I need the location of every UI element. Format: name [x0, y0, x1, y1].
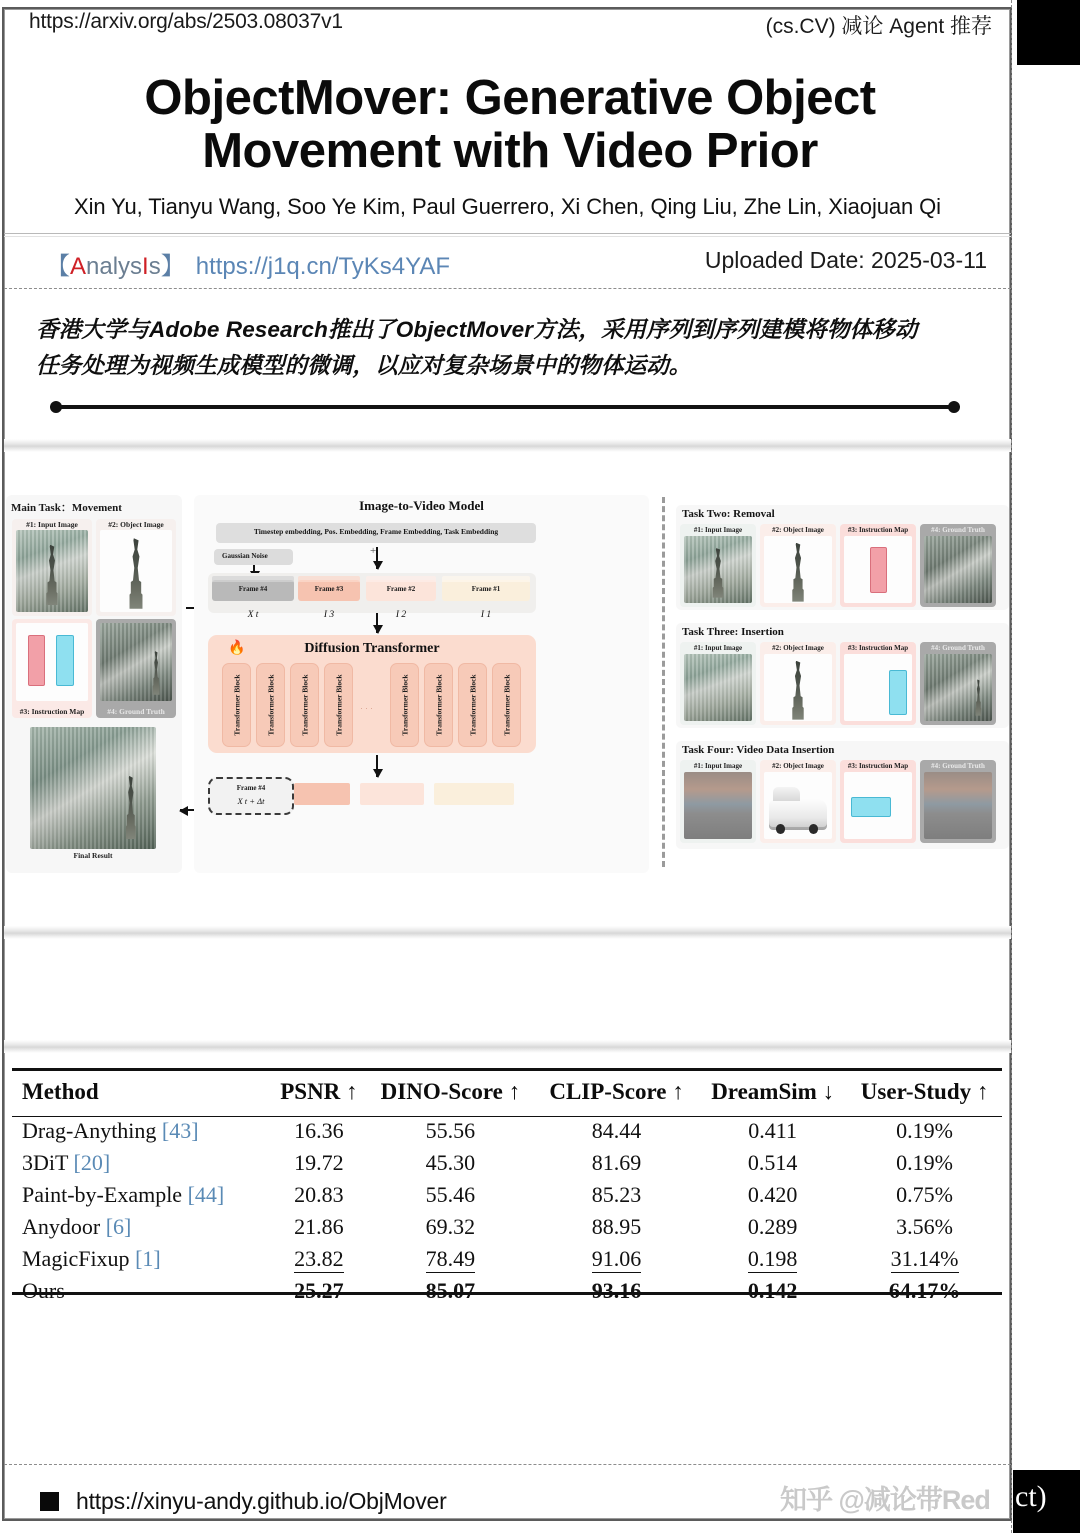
summary-line-1: 香港大学与Adobe Research推出了ObjectMover方法，采用序列到序列建模将物体移动 — [36, 317, 918, 342]
gaussian-noise-label: Gaussian Noise — [222, 552, 268, 560]
task-three-object-image — [760, 642, 836, 725]
transformer-block-label: Transformer Block — [468, 674, 477, 736]
statue-silhouette-icon — [709, 548, 727, 598]
analysis-label-mid: nalys — [86, 253, 143, 280]
row-method — [12, 1243, 272, 1275]
cell-dino: 85.07 — [425, 1278, 476, 1303]
overlay-text: ct) — [1015, 1480, 1047, 1513]
thumb-input-scene — [16, 530, 88, 612]
transformer-block — [324, 663, 353, 747]
cell-psnr: 16.36 — [294, 1118, 344, 1143]
task-two-cell-label: #3: Instruction Map — [847, 526, 909, 534]
final-result-label: Final Result — [73, 851, 113, 860]
task-three-instruction-thumb — [844, 654, 912, 721]
cell-ground-truth — [96, 619, 176, 718]
statue-final-icon — [123, 776, 139, 839]
task-four-instruction-map — [840, 760, 916, 843]
task-two-input-image — [680, 524, 756, 607]
dit-title: Diffusion Transformer — [304, 641, 440, 656]
plus-sign: + — [370, 545, 377, 557]
frame-token-4 — [212, 580, 294, 620]
right-dashed-guide — [1011, 0, 1012, 1533]
gaussian-noise-chip — [214, 549, 293, 565]
cell-input-image — [12, 519, 92, 616]
transformer-block-label: Transformer Block — [434, 674, 443, 736]
cell-dino: 55.46 — [425, 1182, 476, 1207]
rule-bar — [56, 405, 954, 409]
statue-silhouette-icon — [43, 545, 62, 606]
table-row-ours — [12, 1275, 1002, 1307]
project-url-link[interactable]: https://xinyu-andy.github.io/ObjMover — [76, 1488, 447, 1514]
transformer-block-label: Transformer Block — [400, 674, 409, 736]
cell-instruction-map — [12, 619, 92, 718]
table-row — [12, 1115, 1002, 1147]
cell-clip: 85.23 — [591, 1182, 642, 1207]
task-three-cell-label: #2: Object Image — [772, 644, 824, 652]
cell-userstudy: 0.19% — [896, 1150, 953, 1175]
task-two-header: Task Two: Removal — [682, 508, 775, 520]
cell-dreamsim: 0.198 — [747, 1246, 798, 1271]
embedding-bar — [216, 523, 536, 543]
cell-psnr: 23.82 — [294, 1246, 344, 1271]
transformer-block-label: Transformer Block — [502, 674, 511, 736]
statue-cutout-icon — [125, 538, 147, 609]
task-two-block — [676, 505, 1009, 610]
frame-token-4-name: Frame #4 — [238, 585, 268, 593]
task-four-ground-truth — [920, 760, 996, 843]
task-four-object-thumb — [764, 772, 832, 839]
cell-dreamsim: 0.142 — [747, 1278, 798, 1303]
cell-userstudy: 0.19% — [896, 1118, 953, 1143]
cell-ground-truth-label: #4: Ground Truth — [107, 707, 165, 716]
instruction-target-box-cyan — [56, 635, 74, 685]
task-two-instruction-map — [840, 524, 916, 607]
cell-dreamsim: 0.514 — [747, 1150, 798, 1175]
analysis-link[interactable] — [46, 246, 450, 281]
task-three-ground-truth — [920, 642, 996, 725]
method-citation[interactable]: [44] — [187, 1182, 225, 1207]
transformer-block-label: Transformer Block — [334, 674, 343, 736]
author-list: Xin Yu, Tianyu Wang, Soo Ye Kim, Paul Guerrero, Xi Chen, Qing Liu, Zhe Lin, Xiaojuan Qi — [74, 194, 941, 219]
transformer-block — [492, 663, 521, 747]
cell-dino: 78.49 — [425, 1246, 476, 1271]
task-two-object-image — [760, 524, 836, 607]
cell-clip: 84.44 — [591, 1118, 642, 1143]
cell-dino: 45.30 — [425, 1150, 476, 1175]
task-four-cell-label: #2: Object Image — [772, 762, 824, 770]
cell-clip: 81.69 — [591, 1150, 642, 1175]
transformer-block — [256, 663, 285, 747]
output-token-3 — [294, 783, 350, 805]
transformer-block-label: Transformer Block — [300, 674, 309, 736]
task-four-cell-label: #1: Input Image — [693, 762, 743, 770]
divider-authors — [4, 233, 1011, 234]
task-two-object-thumb — [764, 536, 832, 603]
table-row — [12, 1243, 1002, 1275]
task-four-cell-label: #3: Instruction Map — [847, 762, 909, 770]
row-method — [12, 1275, 272, 1307]
method-figure — [4, 485, 1011, 885]
rule-dot-right — [948, 401, 960, 413]
col-header-method: Method — [22, 1079, 99, 1104]
divider-authors-2 — [4, 236, 1011, 237]
cell-input-image-label: #1: Input Image — [26, 520, 78, 529]
frame-token-1-name: Frame #1 — [471, 585, 501, 593]
cell-object-image-label: #2: Object Image — [108, 520, 164, 529]
arrow-tokens-to-dit — [376, 613, 378, 633]
method-name: Anydoor — [22, 1214, 101, 1239]
cell-dreamsim: 0.420 — [747, 1182, 798, 1207]
row-method — [12, 1115, 272, 1147]
statue-moved-icon — [974, 679, 984, 715]
col-header-dino: DINO-Score ↑ — [380, 1079, 521, 1104]
transformer-block-label: Transformer Block — [266, 674, 275, 736]
figure-main-task-panel — [6, 495, 182, 873]
main-task-thumbnail-grid — [12, 519, 176, 718]
task-two-cell-label: #4: Ground Truth — [931, 526, 985, 534]
bracket-open: 【 — [46, 253, 70, 280]
cell-dreamsim: 0.411 — [748, 1118, 797, 1143]
instruction-box-pink — [870, 547, 887, 593]
scan-band-2 — [4, 926, 1011, 939]
instruction-box-cyan — [889, 670, 907, 715]
transformer-block — [458, 663, 487, 747]
truck-wheel-icon — [776, 824, 785, 833]
task-two-cell-label: #1: Input Image — [693, 526, 743, 534]
cell-dino: 55.56 — [425, 1118, 476, 1143]
task-four-gt-thumb — [924, 772, 992, 839]
bullet-square-icon — [40, 1492, 59, 1511]
task-four-input-thumb — [684, 772, 752, 839]
col-header-userstudy: User-Study ↑ — [860, 1079, 989, 1104]
statue-moved-icon — [150, 651, 162, 695]
frame-token-3 — [298, 580, 360, 620]
transformer-block — [290, 663, 319, 747]
thumb-object-cutout — [100, 530, 172, 612]
i2v-header: Image-to-Video Model — [359, 498, 484, 513]
cell-psnr: 21.86 — [294, 1214, 344, 1239]
arrow-dit-to-output — [376, 755, 378, 777]
cell-dreamsim: 0.289 — [747, 1214, 798, 1239]
cell-psnr: 20.83 — [294, 1182, 344, 1207]
task-two-ground-truth — [920, 524, 996, 607]
task-four-instruction-thumb — [844, 772, 912, 839]
table-row — [12, 1179, 1002, 1211]
task-three-object-thumb — [764, 654, 832, 721]
divider-dashed-footer — [4, 1464, 1011, 1465]
frame-token-2-math: I 2 — [395, 610, 407, 620]
output-frame-name: Frame #4 — [236, 784, 266, 792]
page-title: ObjectMover: Generative Object Movement with Video Prior — [144, 71, 876, 178]
cell-clip: 88.95 — [591, 1214, 642, 1239]
method-name: Ours — [22, 1278, 65, 1303]
task-three-input-image — [680, 642, 756, 725]
frame-token-2-name: Frame #2 — [386, 585, 416, 593]
frame-token-4-math: X t — [247, 610, 259, 620]
frame-token-3-name: Frame #3 — [314, 585, 344, 593]
method-citation[interactable]: [1] — [135, 1246, 161, 1271]
flame-icon: 🔥 — [228, 639, 246, 655]
decorative-rule — [50, 400, 960, 414]
results-table-grid — [12, 1071, 1002, 1307]
frame-token-1-math: I 1 — [480, 610, 492, 620]
uploaded-date: Uploaded Date: 2025-03-11 — [704, 247, 987, 273]
method-name: Drag-Anything — [22, 1118, 157, 1143]
output-frame-box — [208, 777, 294, 815]
figure-tasks-panel — [676, 495, 1009, 873]
frame-token-tray — [208, 573, 536, 620]
watermark-text: 知乎 @减论带Red — [780, 1485, 990, 1515]
final-result-block — [30, 727, 156, 867]
instruction-source-box-pink — [28, 635, 46, 685]
statue-cutout-icon — [788, 543, 807, 602]
bottom-right-black-block — [1013, 1470, 1080, 1533]
table-header-row — [12, 1071, 1002, 1115]
analysis-label-a: A — [70, 253, 87, 280]
cell-object-image — [96, 519, 176, 616]
figure-i2v-panel — [194, 495, 649, 873]
task-three-gt-thumb — [924, 654, 992, 721]
task-four-block — [676, 741, 1009, 849]
task-two-gt-thumb — [924, 536, 992, 603]
cell-userstudy: 64.17% — [888, 1278, 961, 1303]
method-name: Paint-by-Example — [22, 1182, 183, 1207]
main-task-header: Main Task：Movement — [11, 502, 122, 514]
cell-userstudy: 0.75% — [896, 1182, 953, 1207]
analysis-label-i: I — [142, 253, 149, 280]
task-three-instruction-map — [840, 642, 916, 725]
task-four-input-image — [680, 760, 756, 843]
analysis-label-end: s — [148, 253, 161, 280]
cell-clip: 93.16 — [591, 1278, 642, 1303]
bracket-close: 】 — [160, 253, 185, 280]
col-header-clip: CLIP-Score ↑ — [549, 1079, 684, 1104]
output-frame-math: X t + Δt — [237, 796, 265, 806]
analysis-short-url[interactable]: https://j1q.cn/TyKs4YAF — [195, 253, 451, 280]
top-right-black-block — [1017, 0, 1080, 65]
task-three-input-thumb — [684, 654, 752, 721]
divider-dashed-top — [4, 288, 1011, 289]
transformer-block-label: Transformer Block — [232, 674, 241, 736]
task-three-cell-label: #4: Ground Truth — [931, 644, 985, 652]
task-three-cell-label: #1: Input Image — [693, 644, 743, 652]
thumb-final-result — [30, 727, 156, 849]
summary-text — [36, 312, 996, 384]
method-name: MagicFixup — [22, 1246, 130, 1271]
task-three-header: Task Three: Insertion — [682, 626, 784, 638]
task-two-cell-label: #2: Object Image — [772, 526, 824, 534]
method-citation[interactable]: [43] — [161, 1118, 199, 1143]
frame-token-3-math: I 3 — [323, 610, 335, 620]
transformer-block — [390, 663, 419, 747]
thumb-ground-truth — [100, 623, 172, 701]
cell-instruction-map-label: #3: Instruction Map — [19, 707, 85, 716]
col-header-psnr: PSNR ↑ — [280, 1079, 358, 1104]
method-citation[interactable]: [6] — [105, 1214, 132, 1239]
output-token-2 — [360, 783, 424, 805]
arxiv-url-link[interactable]: https://arxiv.org/abs/2503.08037v1 — [29, 10, 343, 33]
figure-vertical-dashed-divider — [662, 497, 665, 867]
frame-token-2 — [366, 580, 436, 620]
row-method — [12, 1147, 272, 1179]
task-four-object-image — [760, 760, 836, 843]
col-header-dreamsim: DreamSim ↓ — [711, 1079, 835, 1104]
table-row — [12, 1147, 1002, 1179]
task-four-cell-label: #4: Ground Truth — [931, 762, 985, 770]
cell-psnr: 19.72 — [294, 1150, 344, 1175]
truck-wheel-icon — [809, 824, 818, 833]
task-four-header: Task Four: Video Data Insertion — [682, 744, 835, 756]
task-two-input-thumb — [684, 536, 752, 603]
embedding-bar-label: Timestep embedding, Pos. Embedding, Frame Embedding, Task Embedding — [253, 527, 499, 536]
arrow-embedding-down — [376, 547, 378, 569]
cell-clip: 91.06 — [591, 1246, 642, 1271]
cell-dino: 69.32 — [425, 1214, 476, 1239]
output-token-1 — [434, 783, 514, 805]
ellipsis-blocks: ··· — [360, 703, 375, 713]
analysis-row — [0, 240, 1011, 288]
cell-userstudy: 31.14% — [890, 1246, 959, 1271]
cell-psnr: 25.27 — [294, 1278, 344, 1303]
scan-band-3 — [4, 1040, 1011, 1053]
cell-userstudy: 3.56% — [896, 1214, 953, 1239]
task-three-block — [676, 623, 1009, 728]
method-name: 3DiT — [22, 1150, 69, 1175]
frame-token-1 — [442, 580, 530, 620]
transformer-block — [424, 663, 453, 747]
table-row — [12, 1211, 1002, 1243]
row-method — [12, 1211, 272, 1243]
task-two-instruction-thumb — [844, 536, 912, 603]
task-three-cell-label: #3: Instruction Map — [847, 644, 909, 652]
method-citation[interactable]: [20] — [73, 1150, 111, 1175]
statue-cutout-icon — [788, 661, 807, 720]
thumb-instruction-canvas — [16, 623, 88, 701]
diffusion-transformer-module — [208, 635, 536, 753]
scan-band-1 — [4, 439, 1011, 452]
category-tag: (cs.CV) 减论 Agent 推荐 — [765, 15, 992, 38]
instruction-box-cyan — [851, 797, 891, 816]
row-method — [12, 1179, 272, 1211]
summary-line-2: 任务处理为视频生成模型的微调，以应对复杂场景中的物体运动。 — [36, 353, 692, 378]
transformer-block — [222, 663, 251, 747]
